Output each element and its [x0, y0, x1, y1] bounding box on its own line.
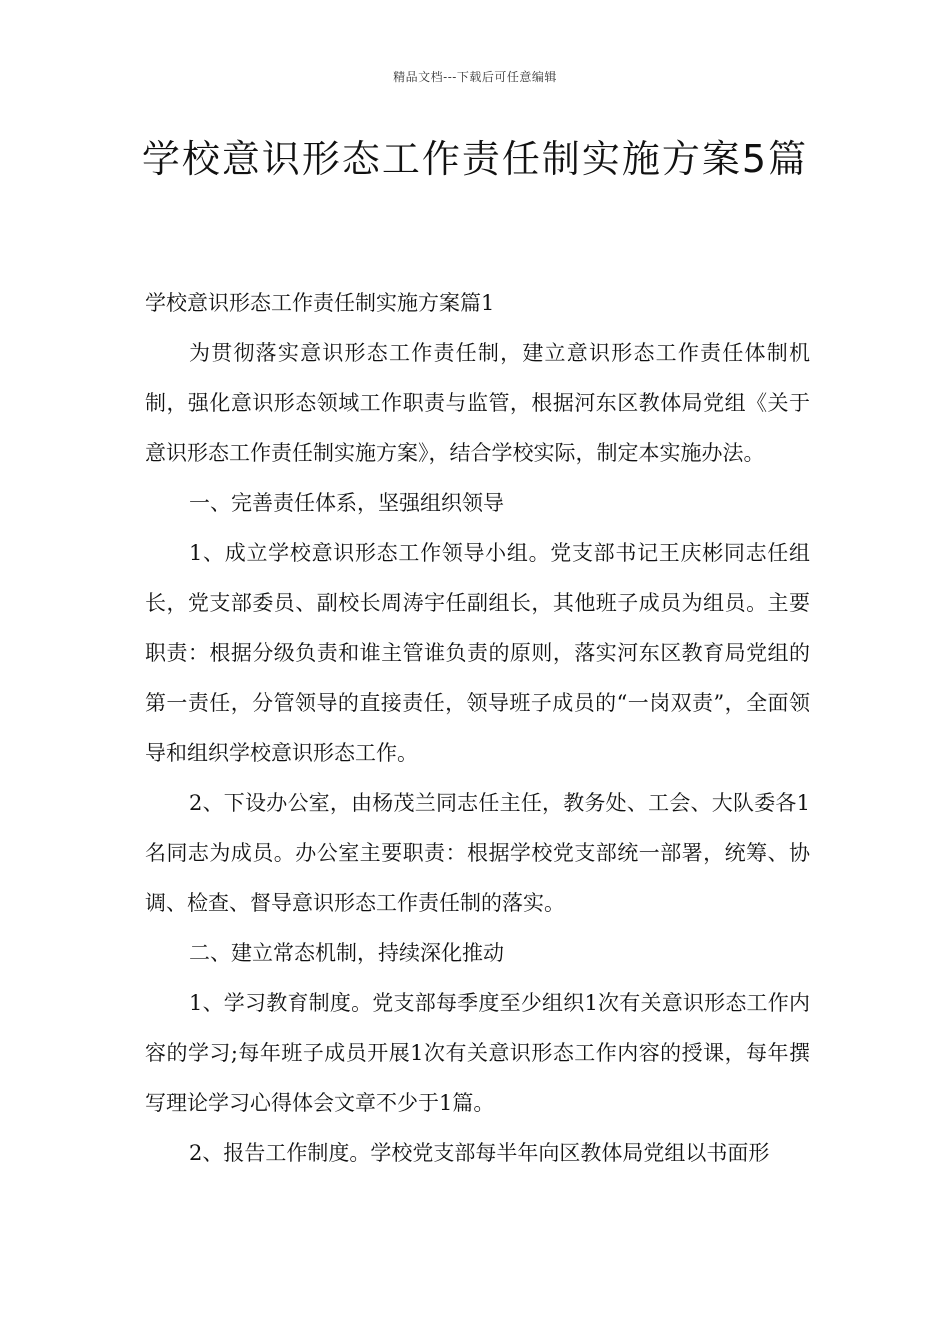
paragraph-office: 2、下设办公室，由杨茂兰同志任主任，教务处、工会、大队委各1名同志为成员。办公室主要职责：根据学校党支部统一部署，统筹、协调、检查、督导意识形态工作责任制的落实。 — [145, 791, 810, 915]
paragraph-study-system: 1、学习教育制度。党支部每季度至少组织1次有关意识形态工作内容的学习;每年班子成员开展1次有关意识形态工作内容的授课，每年撰写理论学习心得体会文章不少于1篇。 — [145, 991, 810, 1115]
document-body — [145, 278, 810, 1178]
section-heading-two: 二、建立常态机制，持续深化推动 — [189, 941, 504, 965]
section-heading-part-1: 学校意识形态工作责任制实施方案篇1 — [145, 291, 495, 315]
paragraph-leadership-group: 1、成立学校意识形态工作领导小组。党支部书记王庆彬同志任组长，党支部委员、副校长周涛宇任副组长，其他班子成员为组员。主要职责：根据分级负责和谁主管谁负责的原则，落实河东区教育局党组的第一责任，分管领导的直接责任，领导班子成员的“一岗双责”，全面领导和组织学校意识形态工作。 — [145, 541, 810, 765]
header-note: 精品文档---下载后可任意编辑 — [393, 70, 557, 84]
paragraph-report-system: 2、报告工作制度。学校党支部每半年向区教体局党组以书面形 — [189, 1141, 770, 1165]
intro-paragraph: 为贯彻落实意识形态工作责任制，建立意识形态工作责任体制机制，强化意识形态领域工作职责与监管，根据河东区教体局党组《关于意识形态工作责任制实施方案》，结合学校实际，制定本实施办法。 — [145, 341, 810, 465]
document-title: 学校意识形态工作责任制实施方案5篇 — [141, 137, 809, 181]
section-heading-one: 一、完善责任体系，坚强组织领导 — [189, 491, 504, 515]
